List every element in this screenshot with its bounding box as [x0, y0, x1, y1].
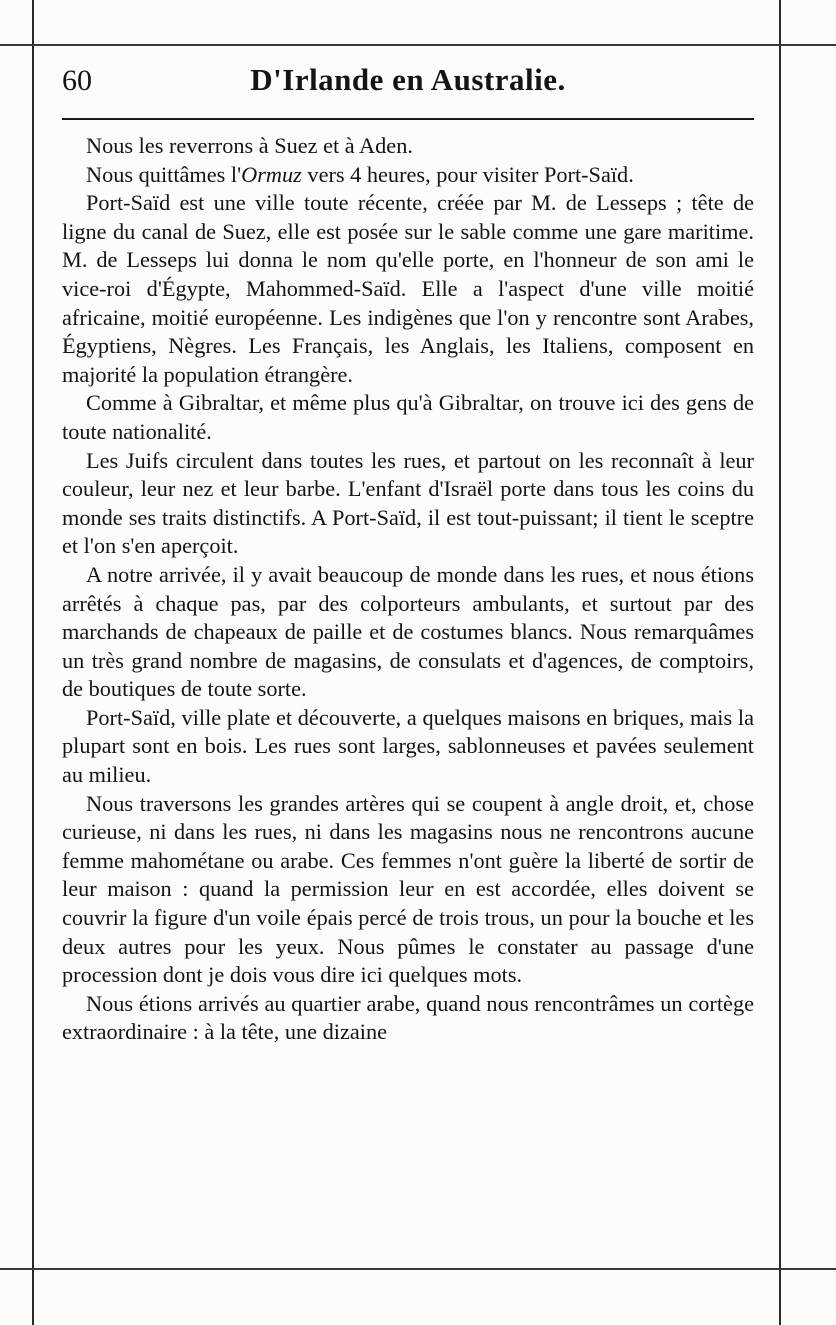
paragraph: Port-Saïd est une ville toute récente, créée par M. de Lesseps ; tête de ligne du canal de Suez, elle est posée sur le sable comme une gare maritime. M. de Lesseps lui donna le nom qu'elle porte, en l'honneur de son ami le vice-roi d'Égypte, Mahommed-Saïd. Elle a l'aspect d'une ville moitié africaine, moitié européenne. Les indigènes que l'on y rencontre sont Arabes, Égyptiens, Nègres. Les Français, les Anglais, les Italiens, composent en majorité la population étrangère.	[62, 190, 754, 387]
paragraph: Nous traversons les grandes artères qui se coupent à angle droit, et, chose curieuse, ni dans les rues, ni dans les magasins nous ne rencontrons aucune femme mahométane ou arabe. Ces femmes n'ont guère la liberté de sortir de leur maison : quand la permission leur en est accordée, elles doivent se couvrir la figure d'un voile épais percé de trois trous, un pour la bouche et les deux autres pour les yeux. Nous pûmes le constater au passage d'une procession dont je dois vous dire ici quelques mots.	[62, 790, 754, 988]
ship-name: Ormuz	[241, 161, 302, 187]
scan-border-bottom	[0, 1268, 836, 1270]
book-page	[62, 62, 754, 1047]
paragraph: Port-Saïd, ville plate et découverte, a quelques maisons en briques, mais la plupart sont en bois. Les rues sont larges, sablonneuses et pavées seulement au milieu.	[62, 704, 754, 788]
paragraph: Nous étions arrivés au quartier arabe, quand nous rencontrâmes un cortège extraordinaire : à la tête, une dizaine	[62, 990, 754, 1045]
running-title: D'Irlande en Australie.	[250, 62, 566, 97]
page-header	[62, 62, 754, 120]
scan-border-right	[779, 0, 781, 1325]
paragraph: Comme à Gibraltar, et même plus qu'à Gibraltar, on trouve ici des gens de toute nationalité.	[62, 390, 754, 444]
body-text	[62, 132, 754, 1047]
paragraph: Les Juifs circulent dans toutes les rues, et partout on les reconnaît à leur couleur, leur nez et leur barbe. L'enfant d'Israël porte dans tous les coins du monde ses traits distinctifs. A Port-Saïd, il est tout-puissant; il tient le sceptre et l'on s'en aperçoit.	[62, 447, 754, 559]
paragraph: Nous quittâmes l'Ormuz vers 4 heures, pour visiter Port-Saïd.	[86, 161, 634, 187]
paragraph: Nous les reverrons à Suez et à Aden.	[86, 133, 413, 158]
scan-border-top	[0, 44, 836, 46]
page-number: 60	[62, 64, 92, 97]
paragraph: A notre arrivée, il y avait beaucoup de monde dans les rues, et nous étions arrêtés à chaque pas, par des colporteurs ambulants, et surtout par des marchands de chapeaux de paille et de costumes blancs. Nous remarquâmes un très grand nombre de magasins, de consulats et d'agences, de comptoirs, de boutiques de toute sorte.	[62, 561, 754, 702]
scan-border-left	[32, 0, 34, 1325]
